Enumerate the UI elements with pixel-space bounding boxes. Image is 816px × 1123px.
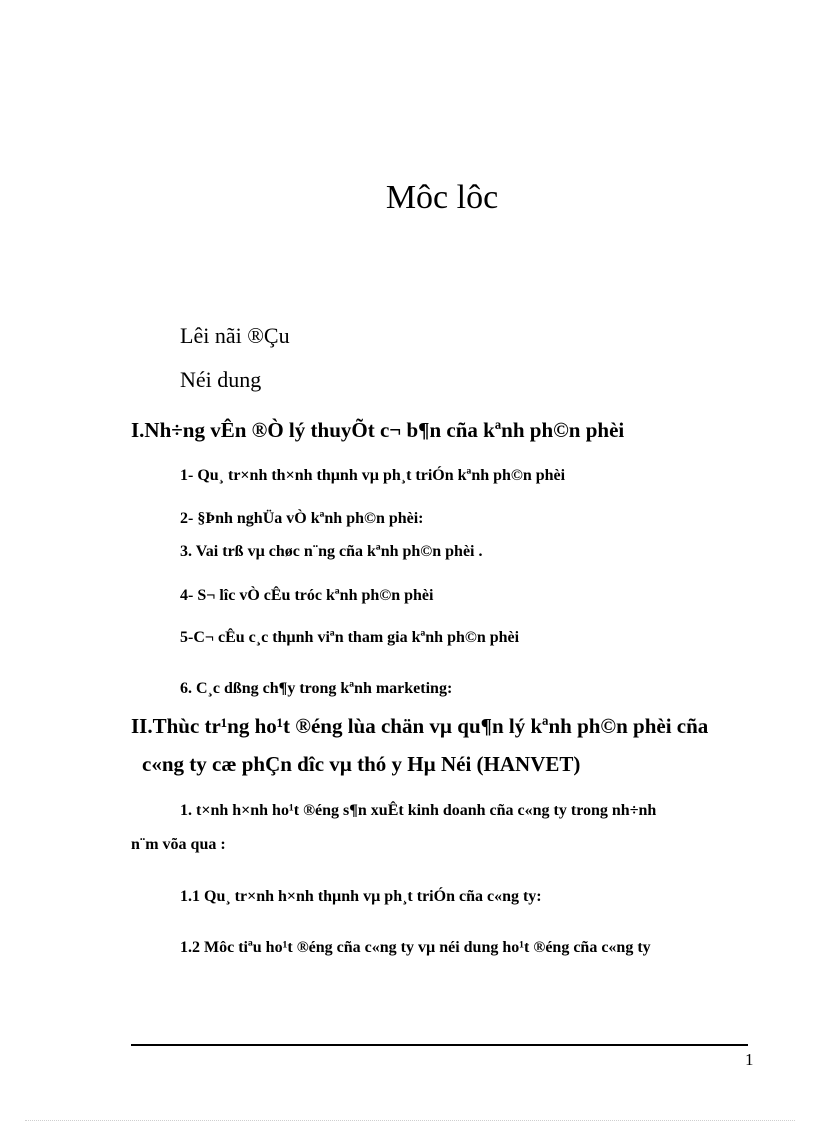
page-title: Môc lôc — [385, 179, 499, 216]
toc-section-2-heading: II.Thùc tr¹ng ho¹t ®éng lùa chän vµ qu¶n lý kªnh ph©n phèi cña — [131, 714, 709, 738]
toc-item-1-1: 1- Qu¸ tr×nh th×nh thµnh vµ ph¸t triÓn kªnh ph©n phèi — [180, 467, 566, 484]
page-number: 1 — [745, 1050, 754, 1069]
toc-item-1-3: 3. Vai trß vµ chøc n¨ng cña kªnh ph©n phèi . — [180, 543, 483, 560]
page-bottom-dotted-line — [25, 1120, 795, 1121]
toc-intro-preface: Lêi nãi ®Çu — [180, 323, 290, 348]
toc-section-1-heading: I.Nh÷ng vÊn ®Ò lý thuyÕt c¬ b¶n cña kªnh ph©n phèi — [131, 418, 625, 442]
footer-rule — [131, 1044, 748, 1046]
toc-intro-content: Néi dung — [180, 367, 262, 392]
toc-item-1-2: 2- §Þnh nghÜa vÒ kªnh ph©n phèi: — [180, 510, 424, 527]
toc-item-2-1-2: 1.2 Môc tiªu ho¹t ®éng cña c«ng ty vµ néi dung ho¹t ®éng cña c«ng ty — [180, 939, 651, 956]
toc-item-2-1-1: 1.1 Qu¸ tr×nh h×nh thµnh vµ ph¸t triÓn cña c«ng ty: — [180, 888, 542, 905]
toc-item-2-1-continued: n¨m võa qua : — [131, 836, 226, 853]
toc-section-2-heading-continued: c«ng ty cæ phÇn dîc vµ thó y Hµ Néi (HANVET) — [142, 752, 581, 776]
toc-item-1-6: 6. C¸c dßng ch¶y trong kªnh marketing: — [180, 680, 453, 697]
toc-item-2-1: 1. t×nh h×nh ho¹t ®éng s¶n xuÊt kinh doanh cña c«ng ty trong nh÷nh — [180, 802, 657, 819]
toc-item-1-5: 5-C¬ cÊu c¸c thµnh viªn tham gia kªnh ph©n phèi — [180, 629, 520, 646]
toc-item-1-4: 4- S¬ lîc vÒ cÊu tróc kªnh ph©n phèi — [180, 587, 434, 604]
